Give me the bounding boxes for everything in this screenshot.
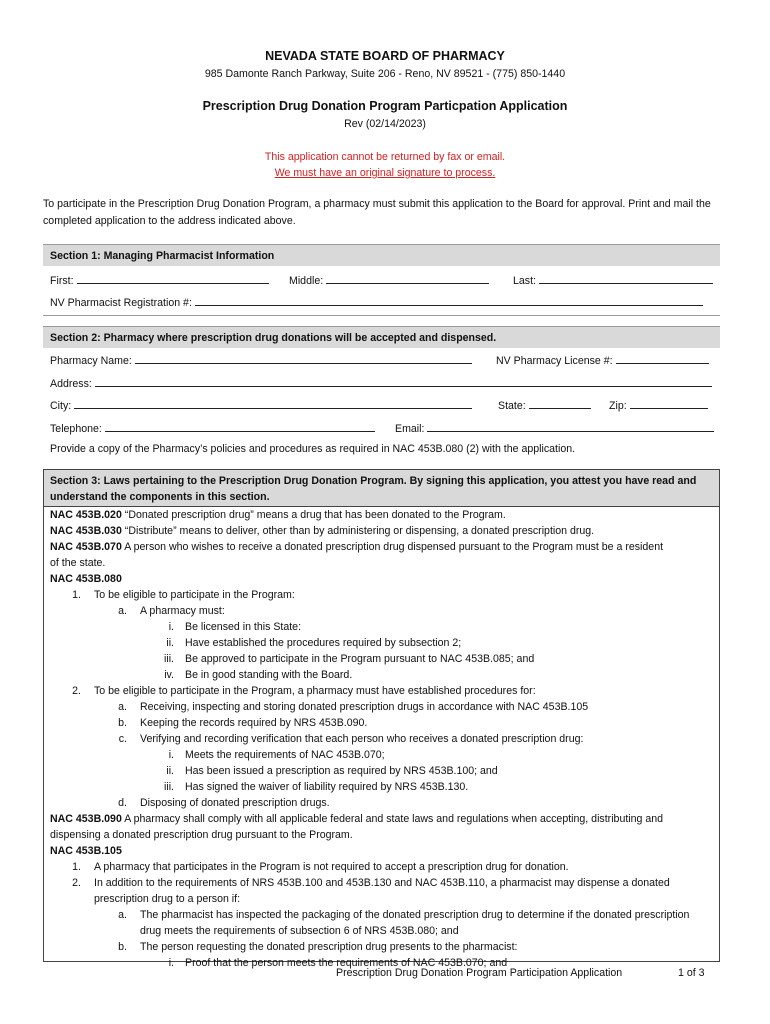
- list-item: iv. Be in good standing with the Board.: [164, 669, 353, 681]
- list-item: b. The person requesting the donated prescription drug presents to the pharmacist:: [118, 941, 518, 953]
- list-item: 1. A pharmacy that participates in the Program is not required to accept a prescription drug for donation.: [72, 861, 569, 873]
- city-field[interactable]: [50, 397, 472, 414]
- list-item: i. Proof that the person meets the requirements of NAC 453B.070; and: [168, 957, 508, 969]
- middle-name-field[interactable]: [289, 272, 489, 289]
- list-item: a. The pharmacist has inspected the packaging of the donated prescription drug to determine if the donated prescription drug meets the requirements of subsection 6 of NRS 453B.080; and: [118, 909, 690, 937]
- page-title: Prescription Drug Donation Program Particpation Application: [202, 99, 568, 113]
- list-item: 2. To be eligible to participate in the Program, a pharmacy must have established procedures for:: [72, 685, 536, 697]
- policy-note: Provide a copy of the Pharmacy’s policies and procedures as required in NAC 453B.080 (2) with the application.: [50, 443, 576, 455]
- section3-body: [44, 507, 719, 971]
- city-label: City:: [50, 400, 72, 412]
- law-nac-453b-080: NAC 453B.080: [50, 573, 122, 585]
- list-item: 1. To be eligible to participate in the Program:: [72, 589, 295, 601]
- list-item: i. Meets the requirements of NAC 453B.070;: [168, 749, 385, 761]
- warning-signature: We must have an original signature to process.: [274, 167, 496, 179]
- first-name-field[interactable]: [50, 272, 269, 289]
- law-nac-453b-090: NAC 453B.090 A pharmacy shall comply with all applicable federal and state laws and regulations when accepting, distributing and dispensing a donated prescription drug pursuant to the Program.: [50, 813, 664, 841]
- list-item: iii. Be approved to participate in the Program pursuant to NAC 453B.085; and: [163, 653, 535, 665]
- list-item: b. Keeping the records required by NRS 453B.090.: [118, 717, 368, 729]
- section1-heading: Section 1: Managing Pharmacist Information: [43, 244, 720, 266]
- email-field[interactable]: [395, 420, 714, 437]
- org-name: NEVADA STATE BOARD OF PHARMACY: [265, 49, 505, 63]
- zip-label: Zip:: [609, 400, 627, 412]
- telephone-label: Telephone:: [50, 423, 102, 435]
- list-item: c. Verifying and recording verification that each person who receives a donated prescription drug:: [118, 733, 584, 745]
- list-item: ii. Have established the procedures required by subsection 2;: [166, 637, 462, 649]
- law-nac-453b-070: NAC 453B.070 A person who wishes to receive a donated prescription drug dispensed pursuant to the Program must be a resident of the state.: [50, 541, 664, 569]
- list-item: a. Receiving, inspecting and storing donated prescription drugs in accordance with NAC 453B.105: [118, 701, 589, 713]
- footer-page-number: 1 of 3: [678, 967, 705, 979]
- footer-doc-title: Prescription Drug Donation Program Participation Application: [336, 967, 623, 979]
- section3-box: [43, 469, 720, 969]
- telephone-field[interactable]: [50, 420, 375, 437]
- registration-label: NV Pharmacist Registration #:: [50, 297, 192, 309]
- state-label: State:: [498, 400, 526, 412]
- pharmacy-name-field[interactable]: [50, 352, 472, 369]
- pharmacy-name-label: Pharmacy Name:: [50, 355, 132, 367]
- address-label: Address:: [50, 378, 92, 390]
- law-nac-453b-030: NAC 453B.030 “Distribute” means to deliver, other than by administering or dispensing, a donated prescription drug.: [50, 525, 595, 537]
- list-item: iii. Has signed the waiver of liability required by NRS 453B.130.: [163, 781, 469, 793]
- list-item: 2. In addition to the requirements of NRS 453B.100 and 453B.130 and NAC 453B.110, a pharmacist may dispense a donated prescription drug to a person if:: [72, 877, 670, 905]
- list-item: d. Disposing of donated prescription drugs.: [118, 797, 330, 809]
- law-nac-453b-020: NAC 453B.020 “Donated prescription drug” means a drug that has been donated to the Program.: [50, 509, 506, 521]
- first-name-label: First:: [50, 275, 74, 287]
- pharmacy-license-label: NV Pharmacy License #:: [496, 355, 613, 367]
- registration-field[interactable]: [50, 294, 703, 311]
- intro-paragraph: To participate in the Prescription Drug Donation Program, a pharmacy must submit this application to the Board for approval. Print and mail the completed application to the address indicated above.: [43, 198, 711, 227]
- warning-fax: This application cannot be returned by fax or email.: [264, 151, 506, 163]
- list-item: a. A pharmacy must:: [118, 605, 225, 617]
- org-address: 985 Damonte Ranch Parkway, Suite 206 - Reno, NV 89521 - (775) 850-1440: [204, 68, 566, 80]
- revision: Rev (02/14/2023): [344, 118, 426, 130]
- last-name-field[interactable]: [513, 272, 713, 289]
- list-item: ii. Has been issued a prescription as required by NRS 453B.100; and: [166, 765, 498, 777]
- pharmacy-license-field[interactable]: [496, 352, 709, 369]
- last-name-label: Last:: [513, 275, 536, 287]
- middle-name-label: Middle:: [289, 275, 324, 287]
- zip-field[interactable]: [609, 397, 708, 414]
- section3-heading: Section 3: Laws pertaining to the Prescription Drug Donation Program. By signing this application, you attest you have read and understand the components in this section.: [44, 470, 719, 507]
- section1-divider: [43, 315, 720, 316]
- state-field[interactable]: [498, 397, 591, 414]
- list-item: i. Be licensed in this State:: [168, 621, 302, 633]
- email-label: Email:: [395, 423, 425, 435]
- law-nac-453b-105: NAC 453B.105: [50, 845, 122, 857]
- address-field[interactable]: [50, 375, 712, 392]
- section2-heading: Section 2: Pharmacy where prescription drug donations will be accepted and dispensed.: [43, 326, 720, 348]
